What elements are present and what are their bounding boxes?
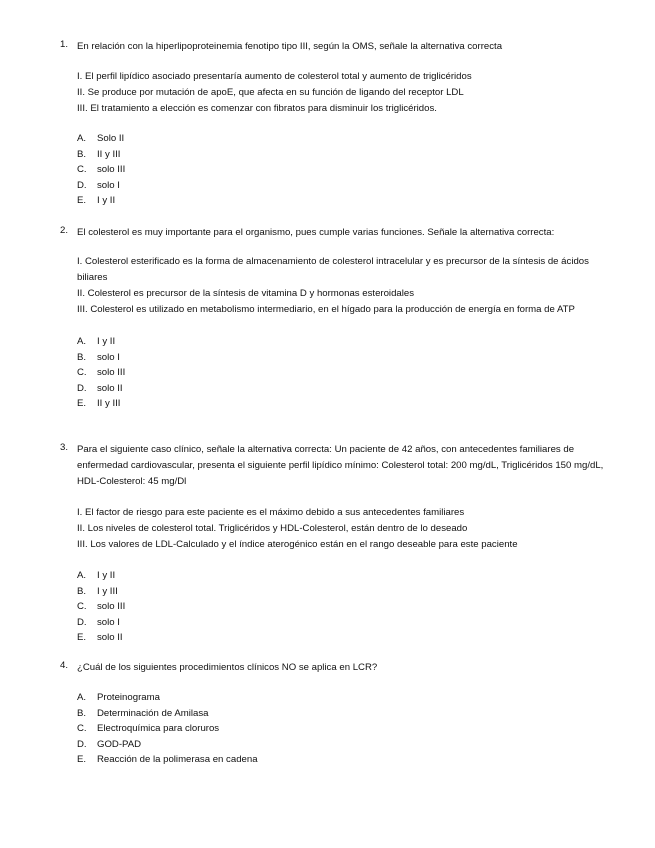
option-letter: B. — [77, 585, 87, 597]
statement: III. Colesterol es utilizado en metabolismo intermediario, en el hígado para la producción de energía en forma de ATP — [77, 304, 575, 315]
question-number: 4. — [60, 660, 69, 671]
option-d[interactable] — [77, 737, 620, 753]
option-text: solo III — [97, 164, 126, 175]
option-b[interactable] — [77, 147, 620, 163]
option-letter: B. — [77, 148, 87, 160]
option-text: I y II — [97, 195, 116, 206]
question-1 — [60, 39, 620, 209]
option-letter: D. — [77, 616, 87, 628]
option-letter: E. — [77, 632, 87, 643]
option-text: solo I — [97, 179, 120, 191]
question-number: 2. — [60, 225, 69, 236]
statement-list — [77, 254, 620, 318]
option-text: Solo II — [97, 133, 125, 144]
option-b[interactable] — [77, 350, 620, 366]
statement: III. El tratamiento a elección es comenzar con fibratos para disminuir los triglicéridos. — [77, 103, 437, 114]
option-letter: C. — [77, 164, 87, 175]
option-b[interactable] — [77, 706, 620, 722]
question-stem: ¿Cuál de los siguientes procedimientos clínicos NO se aplica en LCR? — [77, 662, 378, 673]
option-c[interactable] — [77, 721, 620, 737]
option-d[interactable] — [77, 178, 620, 194]
option-e[interactable] — [77, 752, 620, 768]
option-letter: E. — [77, 754, 87, 765]
question-number: 3. — [60, 442, 69, 453]
option-c[interactable] — [77, 365, 620, 381]
option-letter: C. — [77, 367, 87, 378]
option-letter: B. — [77, 351, 87, 363]
option-text: solo III — [97, 367, 126, 378]
option-letter: A. — [77, 133, 87, 144]
statement: II. Se produce por mutación de apoE, que afecta en su función de ligando del receptor LDL — [77, 87, 464, 98]
option-letter: D. — [77, 738, 87, 750]
question-stem: El colesterol es muy importante para el organismo, pues cumple varias funciones. Señale la alternativa correcta: — [77, 227, 555, 238]
option-list — [77, 131, 620, 209]
option-letter: C. — [77, 601, 87, 612]
option-text: solo I — [97, 351, 120, 363]
option-b[interactable] — [77, 584, 620, 600]
option-text: GOD-PAD — [97, 738, 142, 750]
option-text: solo II — [97, 382, 123, 394]
option-text: II y III — [97, 148, 121, 160]
option-text: I y II — [97, 570, 116, 581]
option-a[interactable] — [77, 131, 620, 147]
option-letter: E. — [77, 195, 87, 206]
option-a[interactable] — [77, 334, 620, 350]
option-letter: B. — [77, 707, 87, 719]
option-text: Reacción de la polimerasa en cadena — [97, 754, 258, 765]
statement: II. Los niveles de colesterol total. Triglicéridos y HDL-Colesterol, están dentro de lo deseado — [77, 523, 468, 534]
question-stem: Para el siguiente caso clínico, señale la alternativa correcta: Un paciente de 42 años, con antecedentes familiares de enfermedad cardiovascular, presenta el siguiente perfil lipídico mínimo: Colesterol total: 200 mg/dL, Triglicéridos 150 mg/dL, HDL-Colesterol: 45 mg/Dl — [77, 444, 604, 487]
statement: III. Los valores de LDL-Calculado y el índice aterogénico están en el rango deseable para este paciente — [77, 539, 518, 550]
statement-list — [77, 505, 620, 553]
option-c[interactable] — [77, 599, 620, 615]
option-a[interactable] — [77, 568, 620, 584]
option-text: Electroquímica para cloruros — [97, 723, 220, 734]
statement: I. El perfil lipídico asociado presentaría aumento de colesterol total y aumento de triglicéridos — [77, 71, 472, 82]
statement: II. Colesterol es precursor de la síntesis de vitamina D y hormonas esteroidales — [77, 288, 414, 299]
option-text: solo II — [97, 632, 123, 643]
question-2 — [60, 225, 620, 412]
option-letter: A. — [77, 570, 87, 581]
option-letter: A. — [77, 692, 87, 703]
option-d[interactable] — [77, 381, 620, 397]
option-d[interactable] — [77, 615, 620, 631]
question-number: 1. — [60, 39, 69, 50]
statement: I. Colesterol esterificado es la forma de almacenamiento de colesterol intracelular y es precursor de la síntesis de ácidos biliares — [77, 256, 589, 283]
question-3 — [60, 442, 620, 646]
question-4 — [60, 660, 620, 768]
option-e[interactable] — [77, 630, 620, 646]
option-letter: D. — [77, 179, 87, 191]
statement-list — [77, 69, 620, 117]
option-text: II y III — [97, 398, 121, 409]
option-letter: D. — [77, 382, 87, 394]
option-text: solo III — [97, 601, 126, 612]
option-text: Proteinograma — [97, 692, 160, 703]
option-text: I y III — [97, 585, 118, 597]
option-text: Determinación de Amilasa — [97, 707, 209, 719]
option-letter: C. — [77, 723, 87, 734]
option-letter: A. — [77, 336, 87, 347]
option-e[interactable] — [77, 193, 620, 209]
option-letter: E. — [77, 398, 87, 409]
option-e[interactable] — [77, 396, 620, 412]
option-text: solo I — [97, 616, 120, 628]
question-stem: En relación con la hiperlipoproteinemia fenotipo tipo III, según la OMS, señale la alternativa correcta — [77, 41, 503, 52]
option-list — [77, 568, 620, 646]
statement: I. El factor de riesgo para este paciente es el máximo debido a sus antecedentes familiares — [77, 507, 465, 518]
option-list — [77, 334, 620, 412]
option-list — [77, 690, 620, 768]
option-a[interactable] — [77, 690, 620, 706]
option-c[interactable] — [77, 162, 620, 178]
option-text: I y II — [97, 336, 116, 347]
